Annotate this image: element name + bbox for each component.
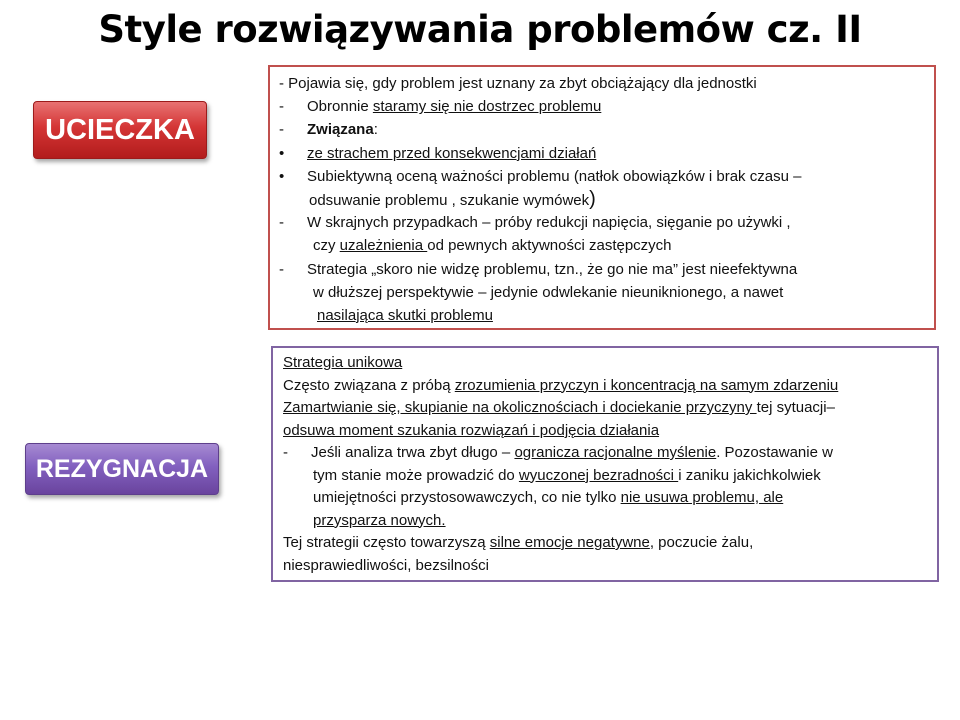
text-line <box>283 375 929 398</box>
text-line <box>283 555 929 578</box>
underlined-text: nie usuwa problemu, ale <box>620 489 784 506</box>
text: Często związana z próbą <box>283 376 455 394</box>
bold-text: Związana <box>307 121 374 139</box>
underlined-text: silne emocje negatywne <box>489 534 650 551</box>
underlined-text: ze strachem przed konsekwencjami działań <box>307 144 597 162</box>
text: ) <box>589 187 596 210</box>
underlined-text: wyuczonej bezradności <box>518 466 679 484</box>
text-line <box>283 532 929 555</box>
list-item-continuation <box>283 465 929 488</box>
list-item-continuation <box>279 234 926 257</box>
list-item-continuation <box>279 281 926 304</box>
bullet-marker: • <box>279 167 285 185</box>
text: W skrajnych przypadkach – próby redukcji napięcia, sięganie po używki , <box>307 214 791 232</box>
text: umiejętności przystosowawczych, co nie tylko <box>313 489 621 506</box>
text: tej sytuacji– <box>756 399 835 416</box>
list-item-continuation <box>283 487 929 510</box>
text-line <box>283 420 929 443</box>
text: - Pojawia się, gdy problem jest uznany za zbyt obciążający dla jednostki <box>279 75 757 92</box>
text-line <box>279 72 926 95</box>
bullet-marker: • <box>279 144 285 162</box>
list-item <box>279 95 926 118</box>
text: Tej strategii często towarzyszą <box>283 534 490 551</box>
text: Subiektywną oceną ważności problemu (natłok obowiązków i brak czasu – <box>307 167 802 185</box>
underlined-text: przysparza nowych. <box>313 511 446 529</box>
text: od pewnych aktywności zastępczych <box>427 237 672 255</box>
text: Strategia „skoro nie widzę problemu, tzn., że go nie ma” jest nieefektywna <box>307 260 798 278</box>
list-item <box>279 165 926 188</box>
ucieczka-badge: UCIECZKA <box>33 101 207 159</box>
text: . Pozostawanie w <box>716 444 833 461</box>
text: Obronnie <box>307 98 373 116</box>
text: , poczucie żalu, <box>649 534 754 551</box>
rezygnacja-description-box <box>271 346 939 582</box>
text: w dłuższej perspektywie – jedynie odwlekanie nieuniknionego, a nawet <box>313 283 784 301</box>
underlined-text: uzależnienia <box>339 237 428 255</box>
text: i zaniku jakichkolwiek <box>678 466 821 484</box>
list-item <box>279 142 926 165</box>
text: odsuwanie problemu , szukanie wymówek <box>309 191 590 209</box>
dash-marker: - <box>279 214 284 232</box>
text: : <box>373 121 378 139</box>
underlined-text: staramy się nie dostrzec problemu <box>372 98 602 116</box>
text: tym stanie może prowadzić do <box>313 466 519 484</box>
list-item <box>283 442 929 465</box>
ucieczka-description-box <box>268 65 936 330</box>
underlined-text: ogranicza racjonalne myślenie <box>514 444 717 461</box>
text-line <box>283 397 929 420</box>
underlined-text: odsuwa moment szukania rozwiązań i podjęcia działania <box>283 421 660 439</box>
text: Jeśli analiza trwa zbyt długo – <box>311 444 515 461</box>
dash-marker: - <box>279 98 284 116</box>
list-item-continuation <box>283 510 929 533</box>
list-item <box>279 211 926 234</box>
list-item-continuation <box>279 304 926 327</box>
underlined-text: Zamartwianie się, skupianie na okolicznościach i dociekanie przyczyny <box>283 399 757 416</box>
list-item <box>279 258 926 281</box>
text: czy <box>313 237 340 255</box>
rezygnacja-badge: REZYGNACJA <box>25 443 219 495</box>
dash-marker: - <box>279 260 284 278</box>
dash-marker: - <box>283 444 288 461</box>
text: niesprawiedliwości, bezsilności <box>283 556 489 574</box>
page-title: Style rozwiązywania problemów cz. II <box>98 8 862 51</box>
list-item-continuation <box>279 188 926 211</box>
underlined-text: Strategia unikowa <box>283 354 403 371</box>
list-item <box>279 118 926 141</box>
dash-marker: - <box>279 121 284 139</box>
text-line <box>283 352 929 375</box>
underlined-text: zrozumienia przyczyn i koncentracją na samym zdarzeniu <box>454 376 839 394</box>
underlined-text: nasilająca skutki problemu <box>317 306 493 324</box>
